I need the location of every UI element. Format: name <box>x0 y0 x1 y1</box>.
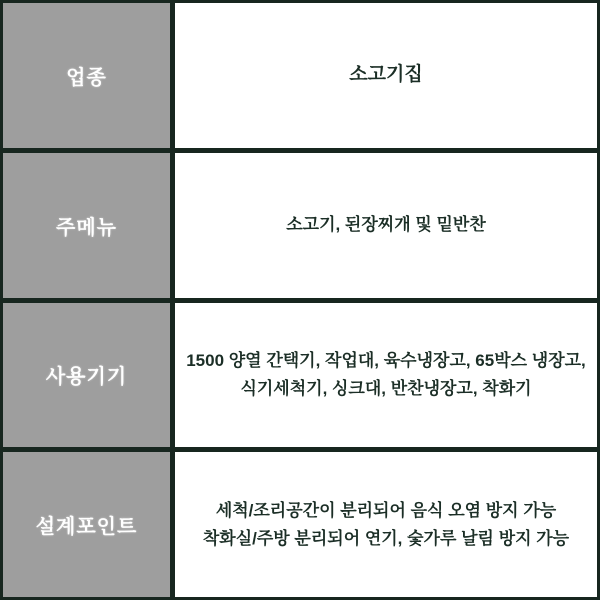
row-content-industry <box>175 3 597 148</box>
row-header-industry <box>3 3 170 148</box>
row-header-design-points-label: 설계포인트 <box>35 516 138 539</box>
row-content-equipment <box>175 303 597 448</box>
equipment-line-2: 식기세척기, 싱크대, 반찬냉장고, 착화기 <box>240 378 532 398</box>
equipment-line-1: 1500 양열 간택기, 작업대, 육수냉장고, 65박스 냉장고, <box>186 351 586 371</box>
design-points-line-2: 착화실/주방 분리되어 연기, 숯가루 날림 방지 가능 <box>202 528 570 548</box>
row-header-equipment-label: 사용기기 <box>45 366 128 389</box>
row-header-design-points <box>3 452 170 597</box>
row-header-main-menu <box>3 153 170 298</box>
row-header-industry-label: 업종 <box>66 66 107 89</box>
row-content-main-menu <box>175 153 597 298</box>
row-header-equipment <box>3 303 170 448</box>
row-content-design-points <box>175 452 597 597</box>
main-menu-value: 소고기, 된장찌개 및 밑반찬 <box>286 215 486 235</box>
industry-value: 소고기집 <box>349 63 423 85</box>
design-points-line-1: 세척/조리공간이 분리되어 음식 오염 방지 가능 <box>215 501 557 521</box>
row-header-main-menu-label: 주메뉴 <box>56 216 117 239</box>
